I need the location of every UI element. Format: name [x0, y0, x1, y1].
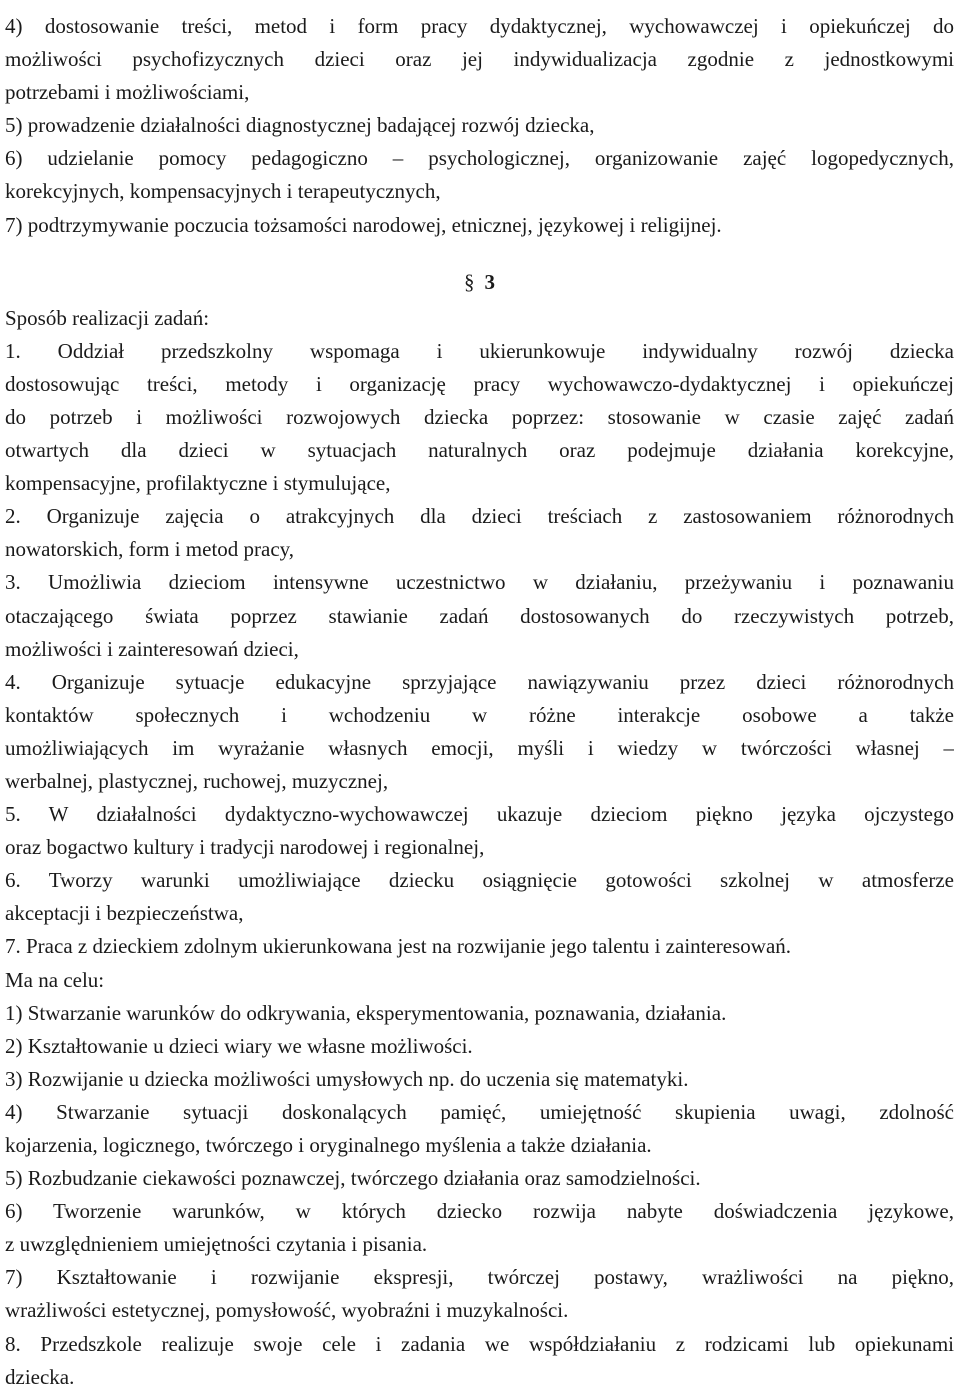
text-line: z uwzględnieniem umiejętności czytania i pisania.: [5, 1232, 428, 1257]
paragraph: [5, 1030, 954, 1063]
text-line: 6. Tworzy warunki umożliwiające dziecku osiągnięcie gotowości szkolnej w atmosferze: [5, 868, 954, 893]
text-line: kompensacyjne, profilaktyczne i stymulujące,: [5, 471, 391, 496]
paragraph: [5, 798, 954, 864]
top-margin: [5, 0, 954, 10]
text-line: 7) Kształtowanie i rozwijanie ekspresji, twórczej postawy, wrażliwości na piękno,: [5, 1265, 954, 1290]
paragraph: [5, 1162, 954, 1195]
section-heading: [5, 242, 954, 302]
paragraph: [5, 500, 954, 566]
paragraph: [5, 997, 954, 1030]
text-line: korekcyjnych, kompensacyjnych i terapeutycznych,: [5, 179, 441, 204]
paragraph: [5, 1096, 954, 1162]
text-line: 7) podtrzymywanie poczucia tożsamości narodowej, etnicznej, językowej i religijnej.: [5, 212, 722, 237]
paragraph: [5, 335, 954, 500]
paragraph: [5, 930, 954, 963]
text-line: kontaktów społecznych i wchodzeniu w różne interakcje osobowe a także: [5, 702, 954, 727]
text-line: 4. Organizuje sytuacje edukacyjne sprzyjające nawiązywaniu przez dzieci różnorodnych: [5, 669, 954, 694]
text-line: otwartych dla dzieci w sytuacjach naturalnych oraz podejmuje działania korekcyjne,: [5, 438, 954, 463]
text-line: 2. Organizuje zajęcia o atrakcyjnych dla dzieci treściach z zastosowaniem różnorodnych: [5, 504, 954, 529]
paragraph: [5, 864, 954, 930]
text-line: 1. Oddział przedszkolny wspomaga i ukierunkowuje indywidualny rozwój dziecka: [5, 338, 954, 363]
text-line: 4) Stwarzanie sytuacji doskonalących pamięć, umiejętność skupienia uwagi, zdolność: [5, 1099, 954, 1124]
section-symbol: §: [464, 269, 475, 294]
text-line: 3) Rozwijanie u dziecka możliwości umysłowych np. do uczenia się matematyki.: [5, 1066, 689, 1091]
text-line: możliwości psychofizycznych dzieci oraz jej indywidualizacja zgodnie z jednostkowymi: [5, 47, 954, 72]
text-line: Sposób realizacji zadań:: [5, 305, 210, 330]
text-line: 4) dostosowanie treści, metod i form pracy dydaktycznej, wychowawczej i opiekuńczej do: [5, 14, 954, 38]
text-line: możliwości i zainteresowań dzieci,: [5, 636, 299, 661]
text-line: 6) Tworzenie warunków, w których dziecko rozwija nabyte doświadczenia językowe,: [5, 1199, 954, 1224]
paragraph: [5, 666, 954, 798]
text-line: dostosowując treści, metody i organizację pracy wychowawczo-dydaktycznej i opiekuńczej: [5, 371, 954, 396]
text-line: 5. W działalności dydaktyczno-wychowawczej ukazuje dzieciom piękno języka ojczystego: [5, 802, 954, 827]
text-line: dziecka.: [5, 1364, 75, 1389]
text-line: kojarzenia, logicznego, twórczego i oryginalnego myślenia a także działania.: [5, 1133, 652, 1157]
paragraph: [5, 566, 954, 665]
paragraph: [5, 1195, 954, 1261]
text-line: umożliwiających im wyrażanie własnych emocji, myśli i wiedzy w twórczości własnej –: [5, 735, 954, 760]
text-line: nowatorskich, form i metod pracy,: [5, 537, 295, 562]
section-number: 3: [484, 269, 495, 294]
text-line: do potrzeb i możliwości rozwojowych dziecka poprzez: stosowanie w czasie zajęć zadań: [5, 404, 954, 429]
section-after: [5, 302, 954, 1394]
paragraph: [5, 10, 954, 109]
text-line: 5) prowadzenie działalności diagnostycznej badającej rozwój dziecka,: [5, 113, 595, 138]
paragraph: [5, 302, 954, 335]
text-line: otaczającego świata poprzez stawianie zadań dostosowanych do rzeczywistych potrzeb,: [5, 603, 954, 628]
paragraph: [5, 209, 954, 242]
text-line: wrażliwości estetycznej, pomysłowość, wyobraźni i muzykalności.: [5, 1298, 569, 1323]
text-line: 3. Umożliwia dzieciom intensywne uczestnictwo w działaniu, przeżywaniu i poznawaniu: [5, 570, 954, 595]
text-line: 7. Praca z dzieckiem zdolnym ukierunkowana jest na rozwijanie jego talentu i zainteresowań.: [5, 934, 792, 959]
text-line: akceptacji i bezpieczeństwa,: [5, 901, 244, 926]
paragraph: [5, 1261, 954, 1327]
text-line: potrzebami i możliwościami,: [5, 80, 250, 105]
section-before: [5, 10, 954, 242]
paragraph: [5, 964, 954, 997]
text-line: 2) Kształtowanie u dzieci wiary we własne możliwości.: [5, 1033, 473, 1058]
text-line: oraz bogactwo kultury i tradycji narodowej i regionalnej,: [5, 835, 485, 860]
paragraph: [5, 1328, 954, 1394]
text-line: 5) Rozbudzanie ciekawości poznawczej, twórczego działania oraz samodzielności.: [5, 1166, 701, 1191]
text-line: Ma na celu:: [5, 967, 105, 992]
paragraph: [5, 142, 954, 208]
paragraph: [5, 1063, 954, 1096]
paragraph: [5, 109, 954, 142]
text-line: werbalnej, plastycznej, ruchowej, muzycznej,: [5, 768, 389, 793]
text-line: 8. Przedszkole realizuje swoje cele i zadania we współdziałaniu z rodzicami lub opiekunami: [5, 1331, 954, 1356]
text-line: 6) udzielanie pomocy pedagogiczno – psychologicznej, organizowanie zajęć logopedycznych,: [5, 146, 954, 171]
text-line: 1) Stwarzanie warunków do odkrywania, eksperymentowania, poznawania, działania.: [5, 1000, 727, 1025]
